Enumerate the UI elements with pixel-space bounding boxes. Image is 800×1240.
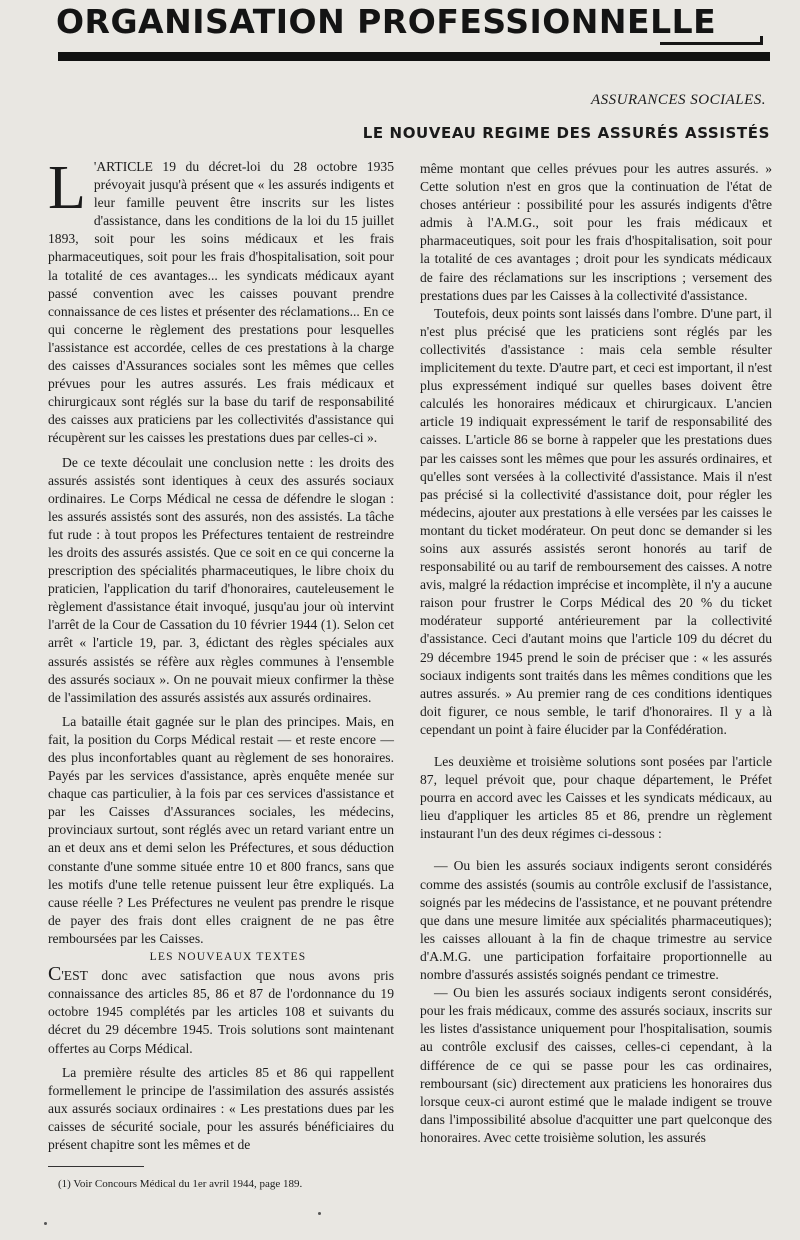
drop-cap: L: [48, 154, 86, 222]
paragraph: — Ou bien les assurés sociaux indigents seront considérés, pour les frais médicaux, comme des assurés sociaux, inscrits sur les listes d'assistance uniquement pour l'hospitalisation, soumis au contrôle exclusif des caisses, celles-ci cependant, à la différence de ce qui se passe pour les cas ordinaires, remboursant (sic) directement aux praticiens les honoraires dus lorsque ceux-ci auront estimé que le malade indigent se trouve dans l'impossibilité absolue d'acquitter une part quelconque des honoraires. Avec cette troisième solution, les assurés: [420, 985, 772, 1145]
article-title: LE NOUVEAU REGIME DES ASSURÉS ASSISTÉS: [362, 124, 770, 142]
initial-cap: C: [48, 963, 62, 986]
paragraph: — Ou bien les assurés sociaux indigents seront considérés comme des assistés (soumis au contrôle exclusif de l'assistance, soignés par les médecins de l'assistance, et ne pouvant prétendre que dans une mesure limitée aux spécialités pharmaceutiques); les caisses allouant à la fin de chaque trimestre au service d'A.M.G. une participation forfaitaire proportionnelle au nombre d'assurés assistés soignés pendant ce trimestre.: [420, 858, 772, 983]
paragraph: même montant que celles prévues pour les autres assurés. » Cette solution n'est en gros que la continuation de l'état de choses antérieur : possibilité pour les assurés indigents d'être admis à l'A.M.G., soit pour les frais médicaux et pharmaceutiques, soit pour les frais d'hospitalisation, soit pour la totalité de ces avantages ; droit pour les syndicats médicaux de faire des réclamations sur les inscriptions ; versement des prestations dues par les Caisses à la collectivité d'assistance.: [420, 161, 772, 303]
footnote-rule: [48, 1166, 144, 1167]
left-column: [48, 154, 394, 1154]
paragraph: La bataille était gagnée sur le plan des principes. Mais, en fait, la position du Corps Médical restait — et reste encore — des plus inconfortables quant au règlement de ses honoraires. Payés par les services d'assistance, après enquête menée sur chaque cas particulier, à la fois par ces services d'assistance et par les Caisses d'Assurances sociales, les médecins, provinciaux surtout, sont réglés avec un retard variant entre un an et deux ans et demi selon les Préfectures, et sous déduction constante d'une somme située entre 10 et 800 francs, sans que les motifs d'une telle retenue puissent leur être expliqués. La cause réelle ? Les Préfectures ne veulent pas prendre le risque de payer des frais dont elles craignent de ne pas être remboursées par les Caisses.: [48, 713, 394, 946]
header-rule: [58, 52, 770, 61]
paragraph: De ce texte découlait une conclusion nette : les droits des assurés assistés sont identiques à ceux des assurés sociaux ordinaires. Le Corps Médical ne cessa de défendre le slogan : les assurés assistés sont des assurés, non des assistés. La tâche fut rude : à tout propos les Préfectures tentaient de restreindre les droits des assurés assistés. Que ce soit en ce qui concerne la prescription des spécialités pharmaceutiques, le libre choix du praticien, l'application du tarif d'honoraires, cauteleusement le règlement d'assistance était invoqué, jusqu'au jour où intervint l'arrêt de la Cour de Cassation du 10 février 1944 (1). Selon cet arrêt « l'article 19, par. 3, édictant des règles spéciales aux assurés assistés se réfère aux règles communes à l'ensemble des assurés sociaux ». On ne pouvait mieux confirmer la thèse de l'assimilation des assurés assistés aux assurés ordinaires.: [48, 454, 394, 705]
header-title: ORGANISATION PROFESSIONNELLE: [56, 2, 717, 41]
print-speck: [44, 1222, 47, 1225]
paragraph-text: 'EST donc avec satisfaction que nous avons pris connaissance des articles 85, 86 et 87 de l'ordonnance du 19 octobre 1945 complétés par les articles 108 et suivants du décret du 29 décembre 1945. Trois solutions sont maintenant offertes au Corps Médical.: [48, 968, 394, 1056]
paragraph: Les deuxième et troisième solutions sont posées par l'article 87, lequel prévoit que, pour chaque département, le Préfet pourra en accord avec les Caisses et les syndicats médicaux, au lieu d'appliquer les articles 85 et 86, prendre un règlement instaurant l'un des deux régimes ci-dessous :: [420, 754, 772, 842]
header-title-rule-tick: [760, 36, 763, 45]
paragraph: La première résulte des articles 85 et 86 qui rappellent formellement le principe de l'assimilation des assurés assistés aux assurés sociaux ordinaires : « Les prestations dues par les caisses de sécurité sociale, pour les assurés bénéficiaires du présent chapitre sont les mêmes et de: [48, 1064, 394, 1152]
paragraph: [48, 154, 394, 448]
paragraph: Toutefois, deux points sont laissés dans l'ombre. D'une part, il n'est plus précisé que les praticiens sont réglés par les collectivités d'assistance : mais cela semble résulter implicitement du texte. D'autre part, et ceci est important, il n'est plus expressément indiqué sur quelles bases doivent être calculés les honoraires médicaux et chirurgicaux. L'ancien article 19 indiquait expressément le tarif de responsabilité des caisses. L'article 86 se borne à rappeler que les prestations dues par les caisses sont les mêmes que pour les assurés ordinaires, et qu'elles sont versées à la collectivité d'assistance. Mais il n'est pas précisé si la collectivité d'assistance doit, pour régler les médecins, ajouter aux prestations à elle versées par les caisses le montant du ticket modérateur. On peut donc se demander si les soins aux assurés assistés seront honorés au tarif de responsabilité ou au tarif de remboursement des caisses. A notre avis, malgré la rédaction imprécise et incomplète, il n'y a aucune raison pour frustrer le Corps Médical des 20 % du ticket modérateur supporté antérieurement par la collectivité d'assistance. Ceci d'autant moins que l'article 109 du décret du 29 décembre 1945 prend le soin de préciser que : « les assurés sociaux indigents sont traités dans les mêmes conditions que les autres assurés. » Au premier rang de ces conditions identiques doit figurer, ce nous semble, le tarif d'honoraires. Il y a là cependant un point à faire élucider par la Confédération.: [420, 305, 772, 737]
paragraph-text: 'ARTICLE 19 du décret-loi du 28 octobre 1935 prévoyait jusqu'à présent que « les assurés indigents et leur famille peuvent être inscrits sur les listes d'assistance, dans les conditions de la loi du 15 juillet 1893, soit pour les soins médicaux et les frais pharmaceutiques, soit pour les frais d'hospitalisation, soit pour la totalité de ces avantages... les syndicats médicaux ayant passé convention avec les caisses pouvant prendre connaissance de ces listes et présenter des réclamations... En ce qui concerne le règlement des prestations pour lesquelles l'assistance est accordée, celles de ces prestations à la charge des caisses d'Assurances sociales sont les mêmes que celles prévues pour les autres assurés. Les frais médicaux et chirurgicaux sont réglés sur la base du tarif de responsabilité des caisses aux praticiens par les collectivités d'assistance qui récupèrent sur les caisses les prestations dues par celles-ci ».: [48, 159, 394, 446]
section-label: ASSURANCES SOCIALES.: [591, 92, 766, 108]
right-column: [420, 160, 772, 1147]
header-title-rule-tail: [660, 42, 762, 45]
subheading: LES NOUVEAUX TEXTES: [149, 951, 307, 964]
paragraph: [48, 963, 394, 1057]
print-speck: [318, 1212, 321, 1215]
footnote: (1) Voir Concours Médical du 1er avril 1944, page 189.: [58, 1178, 303, 1190]
